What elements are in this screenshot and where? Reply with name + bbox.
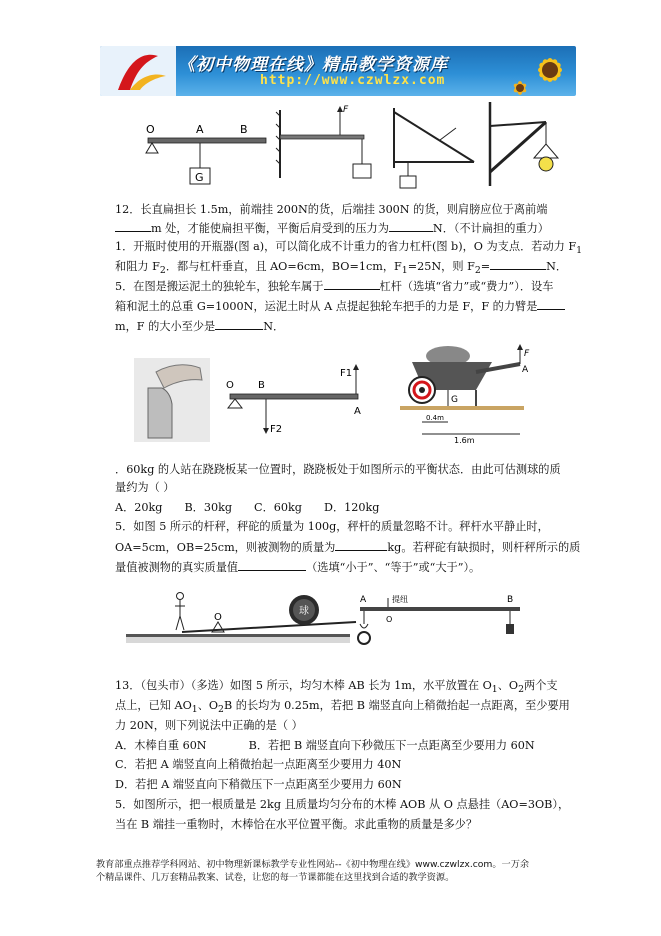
q5b-line3: 量值被测物的真实质量值 （选填“小于”、“等于”或“大于”）。	[115, 561, 481, 574]
label-f1: F1	[340, 368, 353, 379]
option-b[interactable]: B．若把 B 端竖直向下秒微压下一点距离至少要用力 60N	[248, 739, 535, 752]
label-f: F	[524, 349, 530, 359]
q5b-line1: 5．如图 5 所示的杆秤，秤砣的质量为 100g，秤杆的质量忽略不计。秤杆水平静止时，	[115, 520, 549, 533]
q13-options-ab	[115, 738, 535, 753]
q-seesaw-options	[115, 500, 379, 515]
q5c-line2: 当在 B 端挂一重物时，木棒恰在水平位置平衡。求此重物的质量是多少？	[115, 818, 478, 831]
q13-line1: 13．（包头市）（多选）如图 5 所示，均匀木棒 AB 长为 1m，水平放置在 $O_1$、$O_2$两个支	[115, 679, 558, 696]
figures-row-2	[130, 344, 550, 444]
option-a[interactable]: A．木棒自重 60N	[115, 739, 207, 752]
label-b: B	[507, 595, 514, 605]
seesaw-figure	[126, 593, 356, 644]
answer-blank[interactable]	[537, 298, 565, 310]
label-a: A	[360, 595, 367, 605]
q5b-line2: OA=5cm，OB=25cm，则被测物的质量为 kg。若秤砣有缺损时，则杆秤所示的质	[115, 541, 581, 554]
site-logo	[100, 46, 176, 96]
lamp-figure	[490, 102, 558, 186]
label-b: B	[240, 123, 248, 136]
label-b: B	[258, 380, 265, 391]
answer-blank[interactable]	[389, 220, 433, 232]
q13-line3: 力 20N，则下列说法中正确的是（ ）	[115, 719, 303, 732]
steelyard-figure	[358, 594, 520, 644]
option-d[interactable]: D．120kg	[323, 501, 380, 514]
label-ball: 球	[299, 606, 309, 617]
q13-option-d[interactable]: D．若把 A 端竖直向下稍微压下一点距离至少要用力 60N	[115, 778, 402, 791]
label-tiniu: 提纽	[392, 595, 408, 604]
answer-blank[interactable]	[335, 539, 387, 551]
q1-line1: 1．开瓶时使用的开瓶器(图 a)，可以简化成不计重力的省力杠杆(图 b)，O 为支点．若动力 $F_1$	[115, 240, 583, 257]
label-16m: 1.6m	[454, 436, 475, 444]
opener-lever-figure	[226, 364, 361, 435]
label-f: F	[343, 105, 349, 115]
banner-url: http://www.czwlzx.com	[260, 73, 446, 88]
q5a-line3: m，F 的大小至少是 N．	[115, 320, 285, 333]
bottle-opener-photo	[134, 358, 210, 442]
option-b[interactable]: B．30kg	[184, 501, 233, 514]
sunflower-icon	[510, 46, 576, 96]
lever-weight-figure	[146, 123, 266, 184]
q12-line1: 12．长直扁担长 1.5m，前端挂 200N的货，后端挂 300N 的货，则肩膀应位于离前端	[115, 203, 548, 216]
label-a: A	[354, 406, 361, 417]
label-f2: F2	[270, 424, 283, 435]
q-seesaw-line1: ．60kg 的人站在跷跷板某一位置时，跷跷板处于如图所示的平衡状态．由此可估测球的质	[115, 463, 561, 476]
label-g: G	[451, 395, 458, 405]
figures-row-3	[120, 588, 540, 648]
label-o: O	[214, 612, 222, 623]
answer-blank[interactable]	[115, 220, 151, 232]
label-g: G	[195, 171, 204, 184]
label-a: A	[522, 365, 529, 375]
q1-line2: 和阻力 $F_2$．都与杠杆垂直，且 AO=6cm，BO=1cm，$F_1=25N$，则 $F_2= N$．	[115, 260, 568, 277]
label-o: O	[226, 380, 234, 391]
figures-row-1	[140, 102, 580, 198]
q13-option-c[interactable]: C．若把 A 端竖直向上稍微抬起一点距离至少要用力 40N	[115, 758, 402, 771]
q12-line2: m 处，才能使扁担平衡，平衡后肩受到的压力为 N．（不计扁担的重力）	[115, 220, 549, 236]
q5a-line1: 5．在图是搬运泥土的独轮车，独轮车属于 杠杆（选填“省力”或“费力”）．设车	[115, 280, 554, 293]
wall-lever-figure	[276, 105, 371, 178]
label-o: O	[146, 123, 155, 136]
footer-line1: 教育部重点推荐学科网站、初中物理新课标教学专业性网站--《初中物理在线》www.czwlzx.com。一万余	[96, 859, 530, 870]
label-a: A	[196, 123, 204, 136]
q5c-line1: 5．如图所示，把一根质量是 2kg 且质量均匀分布的木棒 AOB 从 O 点悬挂（AO=3OB），	[115, 798, 570, 811]
wheelbarrow-figure	[400, 344, 530, 444]
answer-blank[interactable]	[215, 318, 263, 330]
option-a[interactable]: A．20kg	[115, 501, 163, 514]
header-banner	[100, 46, 576, 96]
answer-blank[interactable]	[324, 278, 380, 290]
bracket-figure	[394, 108, 474, 188]
label-o: O	[386, 615, 393, 624]
answer-blank[interactable]	[238, 559, 306, 571]
q-seesaw-line2: 量约为（ ）	[115, 481, 175, 494]
label-04m: 0.4m	[426, 414, 444, 422]
banner-title: 《初中物理在线》精品教学资源库	[178, 55, 448, 75]
option-c[interactable]: C．60kg	[254, 501, 302, 514]
answer-blank[interactable]	[490, 258, 546, 270]
q13-line2: 点上，已知 $AO_1$、$O_2B$ 的长均为 0.25m，若把 B 端竖直向上稍微抬起一点距离，至少要用	[115, 699, 570, 716]
footer-line2: 个精品课件、几万套精品教案、试卷，让您的每一节课都能在这里找到合适的教学资源。	[96, 872, 455, 883]
q5a-line2: 箱和泥土的总重 G=1000N，运泥土时从 A 点提起独轮车把手的力是 F，F 的力臂是	[115, 298, 565, 314]
